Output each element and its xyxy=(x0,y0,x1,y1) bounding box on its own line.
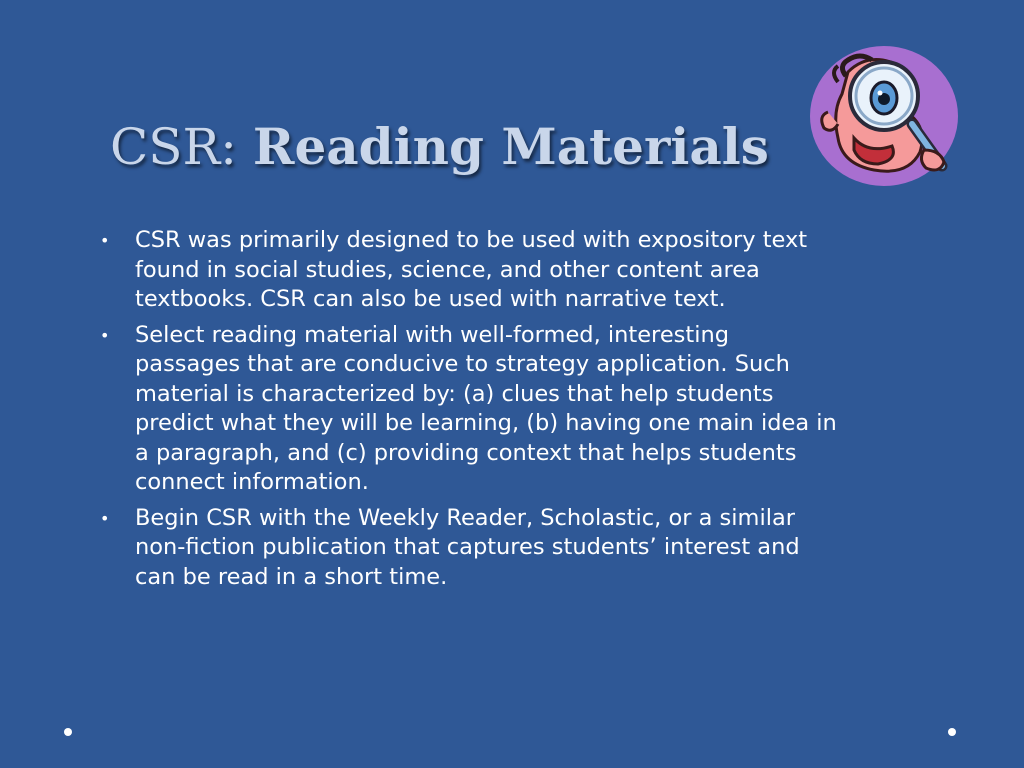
bullet-item xyxy=(100,321,840,498)
decorative-dot-right xyxy=(948,728,956,736)
bullet-dot: • xyxy=(100,508,110,528)
bullet-dot: • xyxy=(100,231,110,250)
bullet-dot: • xyxy=(100,325,110,345)
slide-title xyxy=(110,117,769,176)
bullet-item xyxy=(100,226,840,315)
title-main: Reading Materials xyxy=(252,117,769,176)
bullet-text: CSR was primarily designed to be used with expository text found in social studies, science, and other content area textbooks. CSR can also be used with narrative text. xyxy=(135,227,808,312)
decorative-dot-left xyxy=(64,728,72,736)
bullet-list xyxy=(100,226,840,598)
title-prefix: CSR: xyxy=(110,118,253,176)
bullet-item xyxy=(100,504,840,593)
bullet-text: Begin CSR with the Weekly Reader, Scholastic, or a similar non-fiction publication that captures students’ interest and can be read in a short time. xyxy=(135,504,800,590)
bullet-text: Select reading material with well-formed, interesting passages that are conducive to strategy application. Such material is characterized by: (a) clues that help students predict what they will be learning, (b) having one main idea in a paragraph, and (c) providing context that helps students connect information. xyxy=(135,321,837,495)
magnifying-glass-eye-icon xyxy=(808,42,960,188)
